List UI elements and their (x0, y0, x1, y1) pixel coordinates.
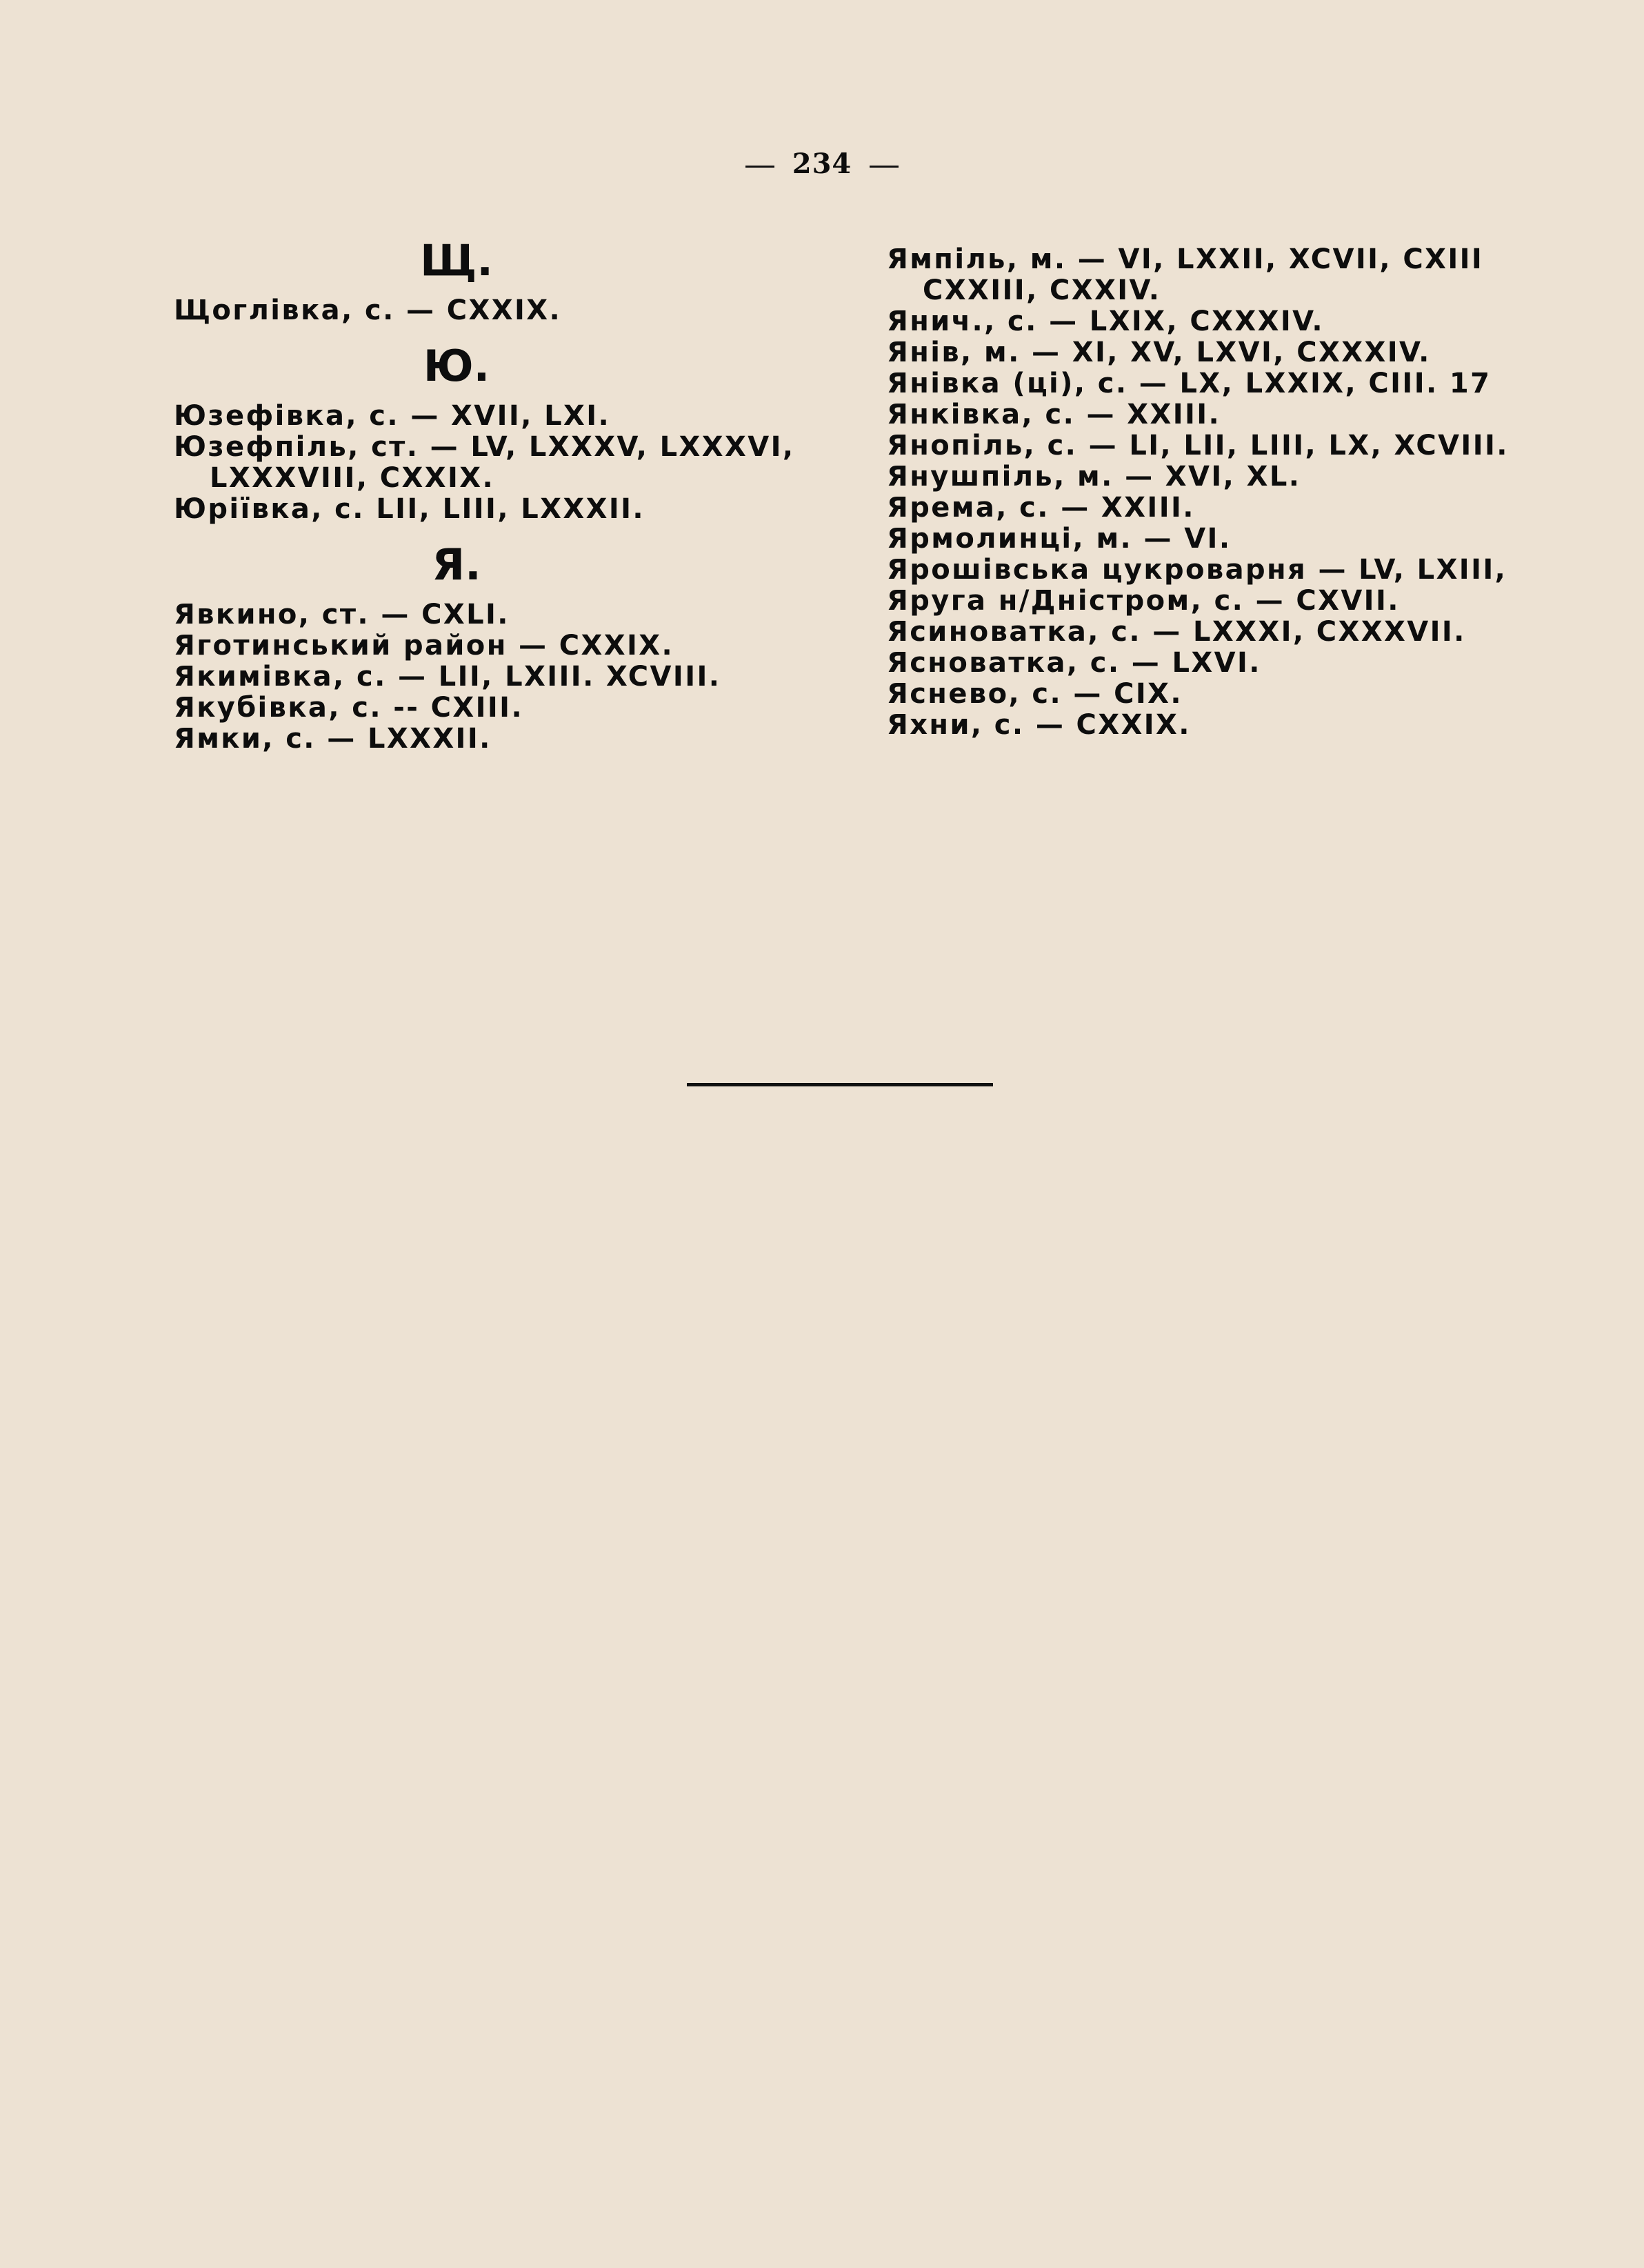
section-shch (174, 237, 836, 326)
index-entry-continuation: LXXXVIII, CXXIX. (210, 462, 495, 494)
index-entry: Ярошівська цукроварня — LV, LXIII, (887, 554, 1507, 586)
page-number-dash-left (745, 166, 774, 168)
index-entry: Якубівка, с. -- CXIII. (174, 692, 524, 724)
index-entry (887, 244, 1528, 306)
index-entry: Ясноватка, с. — LXVI. (887, 647, 1261, 679)
section-letter-shch: Щ. (420, 235, 493, 286)
index-entry-line: Юзефпіль, ст. — LV, LXXXV, LXXXVI, (174, 431, 795, 463)
section-letter-ya: Я. (432, 539, 481, 590)
index-entry: Якимівка, с. — LII, LXIII. XCVIII. (174, 661, 721, 693)
page-number-dash-right (870, 166, 899, 168)
index-entry: Янківка, с. — XXIII. (887, 399, 1221, 430)
page-number (0, 148, 1644, 180)
section-ya (174, 541, 836, 755)
index-entry-line: Ямпіль, м. — VI, LXXII, XCVII, CXIII (887, 243, 1484, 275)
index-entry: Ясиноватка, с. — LXXXI, CXXXVII. (887, 616, 1466, 648)
index-entry-continuation: CXXIII, CXXIV. (923, 275, 1161, 306)
left-column (174, 237, 836, 755)
index-entry: Янич., с. — LXIX, CXXXIV. (887, 306, 1324, 337)
index-entry: Юріївка, с. LII, LIII, LXXXII. (174, 493, 645, 525)
right-column (887, 244, 1528, 741)
index-entry: Яготинський район — CXXIX. (174, 630, 674, 662)
index-entry: Ярема, с. — XXIII. (887, 492, 1195, 524)
index-entry: Янопіль, с. — LI, LII, LIII, LX, XCVIII. (887, 430, 1509, 461)
index-entry: Явкино, ст. — CXLI. (174, 599, 510, 630)
index-entry (174, 432, 836, 494)
index-entry: Ямки, с. — LXXXII. (174, 723, 492, 755)
index-entry: Юзефівка, с. — XVII, LXI. (174, 400, 611, 432)
end-rule (687, 1083, 993, 1086)
section-yu (174, 343, 836, 525)
page-number-value: 234 (792, 148, 852, 180)
index-entry: Янушпіль, м. — XVI, XL. (887, 461, 1301, 493)
index-entry: Яхни, с. — CXXIX. (887, 709, 1191, 741)
index-entry: Щоглівка, с. — CXXIX. (174, 295, 562, 326)
index-entry: Ярмолинці, м. — VI. (887, 523, 1232, 555)
section-letter-yu: Ю. (423, 341, 490, 391)
index-entry: Яруга н/Дністром, с. — CXVII. (887, 585, 1400, 617)
index-entry: Яснево, с. — CIX. (887, 678, 1183, 710)
index-entry: Янівка (ці), с. — LX, LXXIX, CIII. 17 (887, 368, 1492, 399)
index-entry: Янів, м. — XI, XV, LXVI, CXXXIV. (887, 337, 1431, 368)
